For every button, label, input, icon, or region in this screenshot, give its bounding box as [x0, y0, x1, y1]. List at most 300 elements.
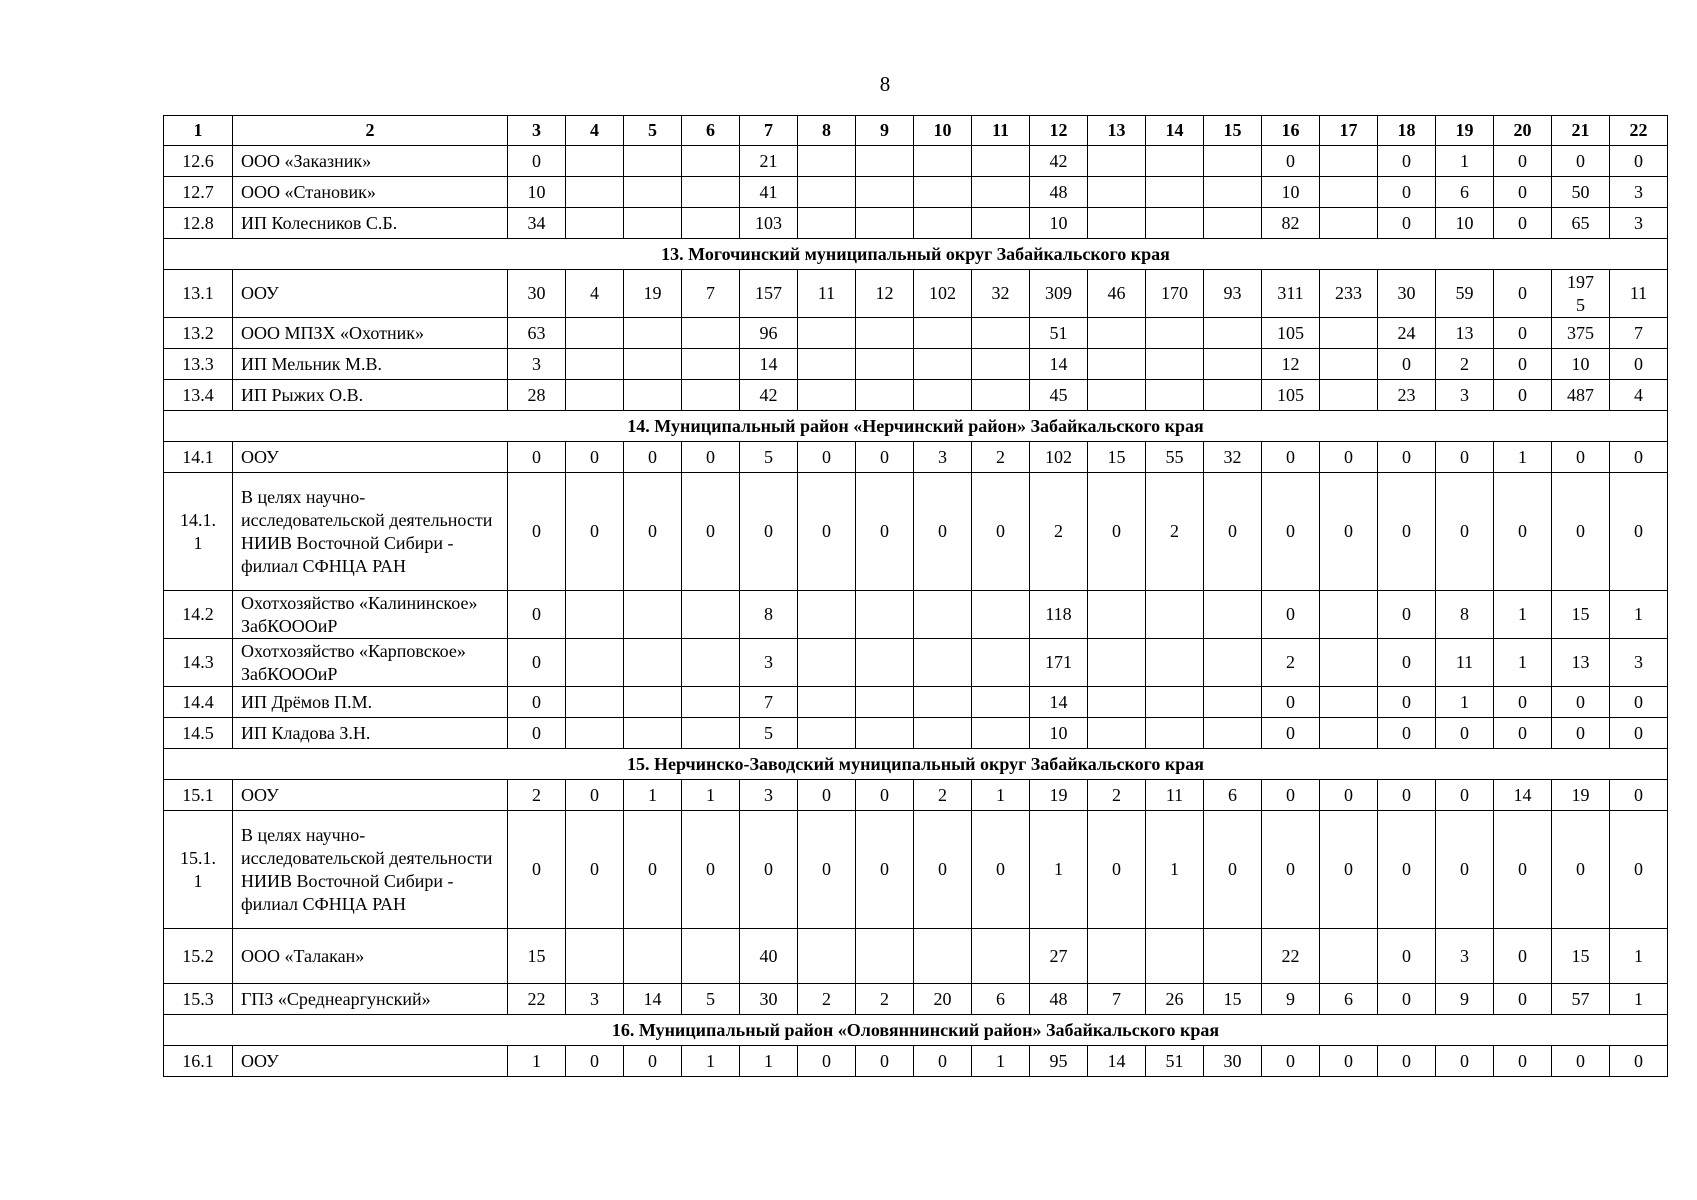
value-cell: 0: [972, 811, 1030, 929]
value-cell: 10: [1262, 177, 1320, 208]
value-cell: 30: [740, 984, 798, 1015]
value-cell: 51: [1146, 1046, 1204, 1077]
value-cell: 0: [856, 1046, 914, 1077]
value-cell: 2: [856, 984, 914, 1015]
value-cell: 0: [508, 639, 566, 687]
value-cell: 10: [1030, 208, 1088, 239]
value-cell: 6: [972, 984, 1030, 1015]
value-cell: 11: [1146, 780, 1204, 811]
value-cell: [914, 639, 972, 687]
value-cell: [1204, 146, 1262, 177]
value-cell: 1: [682, 1046, 740, 1077]
value-cell: 487: [1552, 380, 1610, 411]
value-cell: [972, 639, 1030, 687]
value-cell: 0: [1378, 780, 1436, 811]
value-cell: 0: [1494, 1046, 1552, 1077]
value-cell: 0: [1262, 780, 1320, 811]
value-cell: 11: [798, 270, 856, 318]
column-header: 5: [624, 116, 682, 146]
value-cell: 0: [1378, 177, 1436, 208]
row-number-cell: 14.5: [164, 718, 233, 749]
value-cell: 1: [624, 780, 682, 811]
value-cell: [798, 687, 856, 718]
value-cell: 21: [740, 146, 798, 177]
row-number-cell: 13.4: [164, 380, 233, 411]
value-cell: [1088, 208, 1146, 239]
value-cell: 3: [1436, 929, 1494, 984]
value-cell: [798, 318, 856, 349]
row-name-cell: ИП Дрёмов П.М.: [233, 687, 508, 718]
value-cell: [1088, 349, 1146, 380]
value-cell: 171: [1030, 639, 1088, 687]
value-cell: 102: [914, 270, 972, 318]
value-cell: 0: [566, 1046, 624, 1077]
value-cell: [914, 718, 972, 749]
value-cell: [566, 718, 624, 749]
value-cell: 0: [914, 473, 972, 591]
row-number-cell: 15.1: [164, 780, 233, 811]
value-cell: [972, 349, 1030, 380]
value-cell: 9: [1436, 984, 1494, 1015]
table-body: [164, 116, 1668, 1077]
value-cell: [682, 349, 740, 380]
row-name-cell: ООО «Становик»: [233, 177, 508, 208]
value-cell: 1: [1610, 591, 1668, 639]
value-cell: 0: [1320, 473, 1378, 591]
value-cell: [914, 591, 972, 639]
row-name-cell: ИП Колесников С.Б.: [233, 208, 508, 239]
value-cell: 0: [740, 473, 798, 591]
value-cell: 0: [1610, 780, 1668, 811]
value-cell: [682, 639, 740, 687]
value-cell: [682, 208, 740, 239]
value-cell: 0: [798, 442, 856, 473]
value-cell: 0: [508, 473, 566, 591]
value-cell: [682, 146, 740, 177]
value-cell: [624, 318, 682, 349]
value-cell: 3: [914, 442, 972, 473]
value-cell: 2: [798, 984, 856, 1015]
value-cell: 0: [1494, 318, 1552, 349]
value-cell: [1320, 380, 1378, 411]
row-name-cell: ООО МПЗХ «Охотник»: [233, 318, 508, 349]
value-cell: [624, 929, 682, 984]
table-row: [164, 146, 1668, 177]
value-cell: 0: [798, 473, 856, 591]
value-cell: 3: [1610, 208, 1668, 239]
value-cell: 2: [1088, 780, 1146, 811]
value-cell: 45: [1030, 380, 1088, 411]
value-cell: [682, 380, 740, 411]
value-cell: [1146, 349, 1204, 380]
value-cell: 0: [1378, 811, 1436, 929]
value-cell: 0: [1262, 473, 1320, 591]
row-name-cell: ООО «Заказник»: [233, 146, 508, 177]
column-header: 9: [856, 116, 914, 146]
value-cell: 0: [1494, 146, 1552, 177]
value-cell: [1204, 380, 1262, 411]
row-number-cell: 14.4: [164, 687, 233, 718]
value-cell: [1146, 639, 1204, 687]
value-cell: [566, 349, 624, 380]
value-cell: 14: [740, 349, 798, 380]
value-cell: 95: [1030, 1046, 1088, 1077]
section-row: [164, 1015, 1668, 1046]
value-cell: [1320, 718, 1378, 749]
value-cell: 59: [1436, 270, 1494, 318]
value-cell: 30: [508, 270, 566, 318]
value-cell: 19: [624, 270, 682, 318]
value-cell: [972, 687, 1030, 718]
column-header: 14: [1146, 116, 1204, 146]
value-cell: 0: [1494, 177, 1552, 208]
value-cell: 0: [508, 591, 566, 639]
value-cell: [682, 929, 740, 984]
value-cell: 14: [1088, 1046, 1146, 1077]
column-header: 17: [1320, 116, 1378, 146]
value-cell: [1088, 318, 1146, 349]
value-cell: 0: [1436, 811, 1494, 929]
value-cell: 0: [1262, 687, 1320, 718]
value-cell: [798, 349, 856, 380]
value-cell: 309: [1030, 270, 1088, 318]
value-cell: [972, 318, 1030, 349]
table-row: [164, 349, 1668, 380]
value-cell: 48: [1030, 177, 1088, 208]
value-cell: 0: [798, 780, 856, 811]
value-cell: 0: [856, 442, 914, 473]
value-cell: 15: [1552, 929, 1610, 984]
column-header: 15: [1204, 116, 1262, 146]
value-cell: 0: [1552, 473, 1610, 591]
value-cell: 0: [682, 811, 740, 929]
value-cell: 5: [740, 442, 798, 473]
value-cell: 3: [566, 984, 624, 1015]
value-cell: 0: [1552, 718, 1610, 749]
value-cell: [1204, 718, 1262, 749]
value-cell: 0: [1494, 380, 1552, 411]
value-cell: 7: [682, 270, 740, 318]
value-cell: 32: [1204, 442, 1262, 473]
value-cell: [856, 349, 914, 380]
value-cell: [914, 349, 972, 380]
value-cell: 34: [508, 208, 566, 239]
row-number-cell: 12.7: [164, 177, 233, 208]
value-cell: 0: [566, 811, 624, 929]
value-cell: 0: [1494, 929, 1552, 984]
value-cell: [566, 687, 624, 718]
value-cell: 7: [1610, 318, 1668, 349]
column-header: 18: [1378, 116, 1436, 146]
value-cell: 0: [914, 811, 972, 929]
value-cell: 0: [1552, 687, 1610, 718]
section-title: 13. Могочинский муниципальный округ Забайкальского края: [164, 239, 1668, 270]
value-cell: 0: [1494, 270, 1552, 318]
section-row: [164, 411, 1668, 442]
value-cell: 1: [1436, 146, 1494, 177]
row-number-cell: 13.2: [164, 318, 233, 349]
value-cell: 2: [1030, 473, 1088, 591]
value-cell: 22: [508, 984, 566, 1015]
value-cell: 0: [1204, 473, 1262, 591]
value-cell: 197 5: [1552, 270, 1610, 318]
value-cell: 10: [1030, 718, 1088, 749]
value-cell: 0: [1610, 811, 1668, 929]
value-cell: 0: [1378, 349, 1436, 380]
value-cell: 0: [682, 473, 740, 591]
value-cell: 13: [1436, 318, 1494, 349]
value-cell: [1320, 318, 1378, 349]
value-cell: [1146, 318, 1204, 349]
value-cell: 7: [1088, 984, 1146, 1015]
value-cell: 0: [798, 811, 856, 929]
value-cell: [1146, 591, 1204, 639]
value-cell: 0: [1610, 349, 1668, 380]
value-cell: [856, 639, 914, 687]
section-title: 16. Муниципальный район «Оловяннинский район» Забайкальского края: [164, 1015, 1668, 1046]
value-cell: [1088, 591, 1146, 639]
value-cell: 0: [1610, 473, 1668, 591]
row-name-cell: ИП Мельник М.В.: [233, 349, 508, 380]
table-row: [164, 984, 1668, 1015]
value-cell: 0: [1610, 442, 1668, 473]
value-cell: 15: [1088, 442, 1146, 473]
value-cell: 0: [1610, 687, 1668, 718]
value-cell: 0: [624, 811, 682, 929]
value-cell: 0: [1494, 984, 1552, 1015]
value-cell: [566, 380, 624, 411]
value-cell: [972, 146, 1030, 177]
value-cell: 0: [566, 442, 624, 473]
value-cell: 26: [1146, 984, 1204, 1015]
value-cell: 2: [1262, 639, 1320, 687]
page-number: 8: [879, 72, 891, 96]
column-header: 19: [1436, 116, 1494, 146]
row-name-cell: В целях научно-исследовательской деятельности НИИВ Восточной Сибири - филиал СФНЦА РАН: [233, 811, 508, 929]
value-cell: 0: [1552, 1046, 1610, 1077]
table-row: [164, 639, 1668, 687]
value-cell: [1320, 349, 1378, 380]
value-cell: [856, 929, 914, 984]
column-header: 20: [1494, 116, 1552, 146]
value-cell: 0: [508, 718, 566, 749]
value-cell: 1: [1494, 639, 1552, 687]
value-cell: 157: [740, 270, 798, 318]
value-cell: 4: [566, 270, 624, 318]
row-name-cell: ООУ: [233, 442, 508, 473]
value-cell: 0: [624, 442, 682, 473]
value-cell: 1: [1436, 687, 1494, 718]
value-cell: 48: [1030, 984, 1088, 1015]
value-cell: 0: [1262, 591, 1320, 639]
value-cell: 0: [1262, 442, 1320, 473]
value-cell: 65: [1552, 208, 1610, 239]
value-cell: 0: [1320, 1046, 1378, 1077]
value-cell: 10: [1552, 349, 1610, 380]
value-cell: 311: [1262, 270, 1320, 318]
value-cell: 0: [1320, 811, 1378, 929]
value-cell: 3: [740, 639, 798, 687]
table-row: [164, 780, 1668, 811]
column-header: 16: [1262, 116, 1320, 146]
row-name-cell: Охотхозяйство «Карповское» ЗабКОООиР: [233, 639, 508, 687]
column-header: 13: [1088, 116, 1146, 146]
table-row: [164, 270, 1668, 318]
value-cell: [1204, 349, 1262, 380]
row-name-cell: ГПЗ «Среднеаргунский»: [233, 984, 508, 1015]
value-cell: 6: [1436, 177, 1494, 208]
value-cell: 0: [1610, 1046, 1668, 1077]
value-cell: 12: [1262, 349, 1320, 380]
value-cell: [1088, 380, 1146, 411]
table-row: [164, 473, 1668, 591]
value-cell: 2: [508, 780, 566, 811]
row-name-cell: ООУ: [233, 270, 508, 318]
value-cell: 27: [1030, 929, 1088, 984]
value-cell: [914, 687, 972, 718]
value-cell: 0: [508, 146, 566, 177]
value-cell: 1: [740, 1046, 798, 1077]
value-cell: 8: [1436, 591, 1494, 639]
value-cell: 0: [1494, 208, 1552, 239]
value-cell: 0: [1610, 718, 1668, 749]
value-cell: 6: [1204, 780, 1262, 811]
value-cell: 6: [1320, 984, 1378, 1015]
value-cell: 19: [1552, 780, 1610, 811]
value-cell: [914, 146, 972, 177]
value-cell: 0: [624, 1046, 682, 1077]
value-cell: [856, 687, 914, 718]
value-cell: 57: [1552, 984, 1610, 1015]
table-row: [164, 811, 1668, 929]
value-cell: [1146, 146, 1204, 177]
value-cell: [1204, 687, 1262, 718]
value-cell: 14: [1030, 349, 1088, 380]
value-cell: [566, 318, 624, 349]
value-cell: [856, 177, 914, 208]
table-row: [164, 687, 1668, 718]
value-cell: [566, 177, 624, 208]
value-cell: 0: [682, 442, 740, 473]
value-cell: [624, 639, 682, 687]
value-cell: 1: [972, 780, 1030, 811]
value-cell: [624, 718, 682, 749]
value-cell: [856, 208, 914, 239]
header-row: [164, 116, 1668, 146]
value-cell: 11: [1436, 639, 1494, 687]
row-number-cell: 14.1. 1: [164, 473, 233, 591]
row-number-cell: 16.1: [164, 1046, 233, 1077]
value-cell: [798, 146, 856, 177]
value-cell: 3: [740, 780, 798, 811]
value-cell: 40: [740, 929, 798, 984]
value-cell: 0: [1552, 146, 1610, 177]
value-cell: [856, 718, 914, 749]
data-table: [163, 115, 1668, 1077]
value-cell: 93: [1204, 270, 1262, 318]
column-header: 8: [798, 116, 856, 146]
value-cell: 0: [1436, 780, 1494, 811]
value-cell: [1146, 718, 1204, 749]
value-cell: 118: [1030, 591, 1088, 639]
value-cell: 10: [1436, 208, 1494, 239]
value-cell: 8: [740, 591, 798, 639]
value-cell: 233: [1320, 270, 1378, 318]
value-cell: 14: [624, 984, 682, 1015]
value-cell: 1: [508, 1046, 566, 1077]
value-cell: 4: [1610, 380, 1668, 411]
value-cell: 23: [1378, 380, 1436, 411]
value-cell: [1204, 318, 1262, 349]
value-cell: [624, 591, 682, 639]
value-cell: [1146, 177, 1204, 208]
value-cell: 82: [1262, 208, 1320, 239]
value-cell: 28: [508, 380, 566, 411]
value-cell: 30: [1378, 270, 1436, 318]
row-number-cell: 13.1: [164, 270, 233, 318]
value-cell: 11: [1610, 270, 1668, 318]
value-cell: [1320, 591, 1378, 639]
value-cell: [566, 208, 624, 239]
value-cell: 0: [914, 1046, 972, 1077]
value-cell: [566, 146, 624, 177]
value-cell: 0: [1494, 687, 1552, 718]
section-row: [164, 239, 1668, 270]
value-cell: 55: [1146, 442, 1204, 473]
value-cell: [1320, 177, 1378, 208]
value-cell: 0: [508, 811, 566, 929]
value-cell: 0: [508, 442, 566, 473]
value-cell: 0: [1088, 473, 1146, 591]
value-cell: 14: [1030, 687, 1088, 718]
value-cell: 1: [1494, 442, 1552, 473]
value-cell: [1204, 929, 1262, 984]
value-cell: 1: [682, 780, 740, 811]
column-header: 1: [164, 116, 233, 146]
value-cell: [566, 639, 624, 687]
table-row: [164, 591, 1668, 639]
row-number-cell: 12.8: [164, 208, 233, 239]
value-cell: 13: [1552, 639, 1610, 687]
value-cell: [1088, 929, 1146, 984]
value-cell: 0: [1378, 591, 1436, 639]
table-row: [164, 1046, 1668, 1077]
value-cell: 1: [1610, 984, 1668, 1015]
value-cell: [856, 380, 914, 411]
value-cell: 0: [1262, 718, 1320, 749]
value-cell: [972, 591, 1030, 639]
value-cell: 0: [1378, 687, 1436, 718]
value-cell: [566, 929, 624, 984]
section-title: 14. Муниципальный район «Нерчинский район» Забайкальского края: [164, 411, 1668, 442]
value-cell: 0: [1378, 442, 1436, 473]
value-cell: 20: [914, 984, 972, 1015]
value-cell: [972, 929, 1030, 984]
value-cell: 0: [1610, 146, 1668, 177]
value-cell: 50: [1552, 177, 1610, 208]
row-name-cell: ООО «Талакан»: [233, 929, 508, 984]
value-cell: [1088, 718, 1146, 749]
value-cell: 0: [1552, 442, 1610, 473]
row-name-cell: ООУ: [233, 780, 508, 811]
value-cell: [566, 591, 624, 639]
value-cell: [798, 639, 856, 687]
value-cell: 1: [1030, 811, 1088, 929]
value-cell: 12: [856, 270, 914, 318]
table-row: [164, 380, 1668, 411]
value-cell: 2: [1146, 473, 1204, 591]
value-cell: 19: [1030, 780, 1088, 811]
